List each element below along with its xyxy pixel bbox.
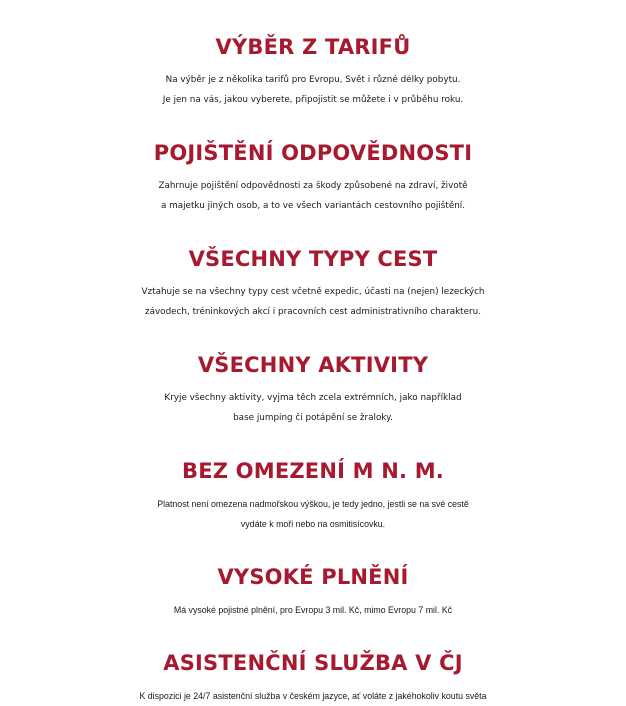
description-line: Na výběr je z několika tarifů pro Evropu, Svět i různé délky pobytu. — [165, 75, 461, 85]
description-line: a majetku jiných osob, a to ve všech variantách cestovního pojištění. — [160, 201, 466, 211]
section-description — [0, 176, 626, 216]
section-heading: BEZ OMEZENÍ M N. M. — [181, 459, 444, 483]
description-line: Platnost není omezena nadmořskou výškou, je tedy jedno, jestli se na své cestě — [157, 499, 469, 509]
section-heading: POJIŠTĚNÍ ODPOVĚDNOSTI — [153, 141, 473, 165]
description-line: base jumping či potápění se žraloky. — [233, 413, 393, 423]
section-heading: VYSOKÉ PLNĚNÍ — [217, 565, 409, 589]
section-no-altitude-limit — [0, 458, 626, 534]
section-high-coverage — [0, 564, 626, 620]
description-line: Vztahuje se na všechny typy cest včetně expedic, účasti na (nejen) lezeckých — [141, 287, 485, 297]
section-description — [0, 282, 626, 322]
section-assistance-service — [0, 650, 626, 706]
section-heading: VŠECHNY AKTIVITY — [197, 353, 429, 377]
description-line: Je jen na vás, jakou vyberete, připojistit se můžete i v průběhu roku. — [162, 95, 464, 105]
description-line: Má vysoké pojistné plnění, pro Evropu 3 mil. Kč, mimo Evropu 7 mil. Kč — [173, 605, 453, 615]
section-description — [0, 70, 626, 110]
description-line: K dispozici je 24/7 asistenční služba v českém jazyce, ať voláte z jakéhokoliv koutu světa — [139, 691, 487, 701]
section-tariff-choice — [0, 34, 626, 110]
section-description — [0, 494, 626, 534]
section-description — [0, 600, 626, 620]
section-liability-insurance — [0, 140, 626, 216]
section-description — [0, 388, 626, 428]
section-all-activities — [0, 352, 626, 428]
section-heading: VŠECHNY TYPY CEST — [188, 247, 438, 271]
description-line: Kryje všechny aktivity, vyjma těch zcela extrémních, jako například — [164, 393, 462, 403]
section-all-trip-types — [0, 246, 626, 322]
description-line: závodech, tréninkových akcí i pracovních cest administrativního charakteru. — [144, 307, 482, 317]
description-line: vydáte k moři nebo na osmitisícovku. — [240, 519, 386, 529]
section-heading: ASISTENČNÍ SLUŽBA V ČJ — [163, 651, 463, 675]
section-description — [0, 686, 626, 706]
section-heading: VÝBĚR Z TARIFŮ — [215, 35, 411, 59]
description-line: Zahrnuje pojištění odpovědnosti za škody způsobené na zdraví, životě — [158, 181, 468, 191]
